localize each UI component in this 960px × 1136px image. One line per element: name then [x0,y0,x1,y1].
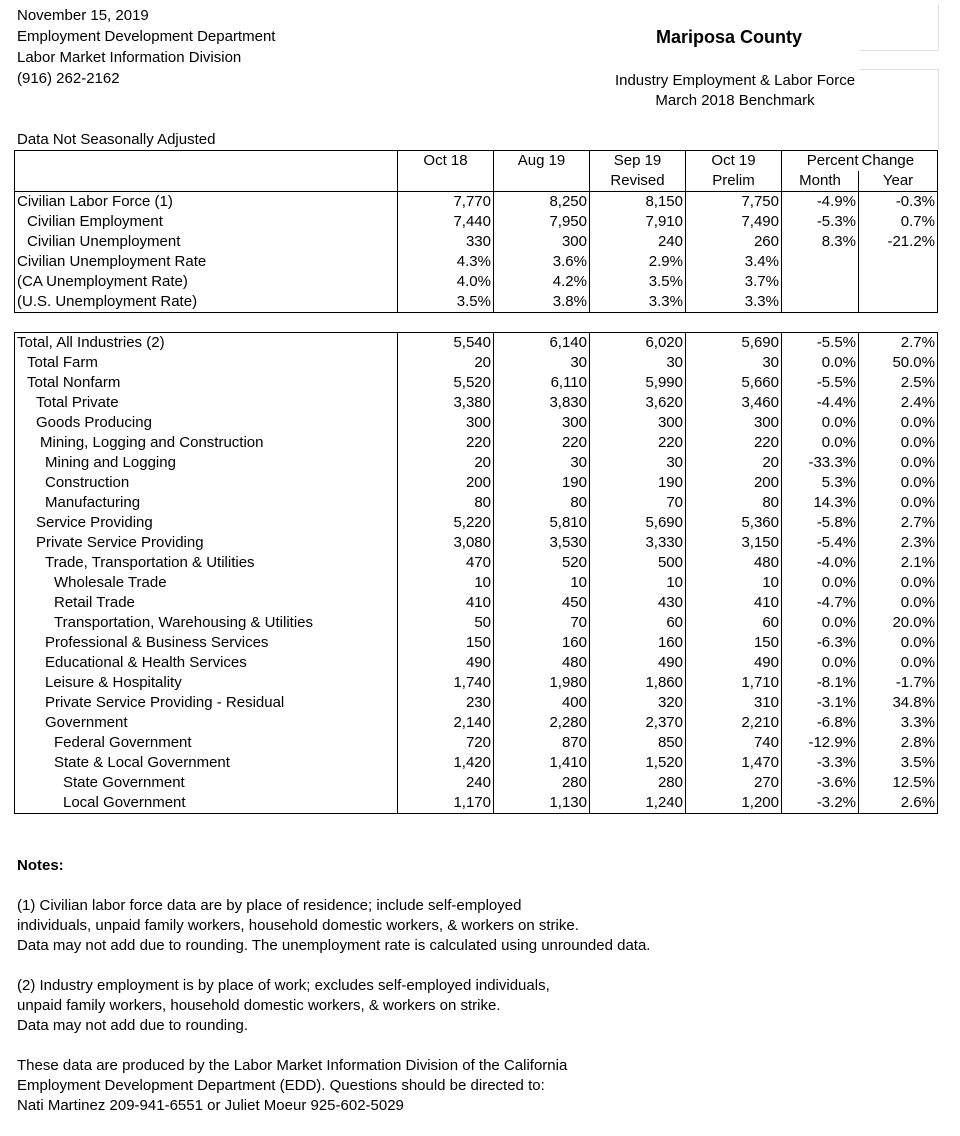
col-year: Year [859,171,938,192]
cell-value: 5,810 [494,513,590,533]
cell-value: 20 [398,353,494,373]
cell-value: -3.3% [782,753,859,773]
report-date: November 15, 2019 [17,7,149,24]
cell-value: 220 [398,433,494,453]
cell-value: 3.3% [686,292,782,313]
cell-value: 2.7% [900,514,935,531]
cell-value: 0.0% [782,433,859,453]
cell-value: 150 [686,633,782,653]
cell-value: 3.3% [900,714,935,731]
cell-value: 5.3% [782,473,859,493]
table-row [15,473,938,493]
cell-value: 5,660 [686,373,782,393]
cell-value: 1,410 [494,753,590,773]
cell-value: 4.0% [398,272,494,292]
cell-value: 1,740 [398,673,494,693]
cell-value: 5,540 [398,333,494,354]
cell-value: 8,250 [494,192,590,213]
cell-value: 3,620 [590,393,686,413]
cell-value: 330 [398,232,494,252]
cell-value: 12.5% [892,774,935,791]
cell-value: 430 [590,593,686,613]
table-row [15,212,938,232]
cell-value: 0.0% [900,634,935,651]
cell-value: 10 [686,573,782,593]
cell-value: 0.0% [782,413,859,433]
cell-value: 6,110 [494,373,590,393]
cell-value: -33.3% [782,453,859,473]
cell-value: 3,080 [398,533,494,553]
table-row [15,693,938,713]
cell-value: 80 [686,493,782,513]
table-row [15,673,938,693]
cell-value: 1,240 [590,793,686,814]
cell-value: 0.0% [900,594,935,611]
cell-value: 450 [494,593,590,613]
row-label: Wholesale Trade [15,573,398,593]
cell-value: 20.0% [892,614,935,631]
cell-value: 2.8% [900,734,935,751]
cell-value: 3.6% [494,252,590,272]
row-label: Mining and Logging [15,453,398,473]
table-row [15,553,938,573]
cell-value: 2.9% [590,252,686,272]
cell-value: 6,020 [590,333,686,354]
cell-value: 3.5% [590,272,686,292]
row-label: Mining, Logging and Construction [15,433,398,453]
cell-value: 5,690 [686,333,782,354]
cell-value: 300 [494,413,590,433]
table-row [15,613,938,633]
cell-value [782,292,859,313]
cell-value: 30 [494,353,590,373]
cell-value: 1,420 [398,753,494,773]
cell-value: 7,490 [686,212,782,232]
cell-value: 0.0% [782,613,859,633]
cell-value: 150 [398,633,494,653]
cell-value: 10 [590,573,686,593]
table-row [15,713,938,733]
industry-employment-table [14,332,938,814]
table-row [15,793,938,814]
cell-value: 240 [590,232,686,252]
cell-value: 3,380 [398,393,494,413]
cell-value: 6,140 [494,333,590,354]
cell-value: 34.8% [892,694,935,711]
subtitle-line-2: March 2018 Benchmark [655,92,815,109]
cell-value: 14.3% [782,493,859,513]
column-subheader-row [15,171,938,192]
row-label: Professional & Business Services [15,633,398,653]
cell-value: 5,360 [686,513,782,533]
cell-value: 8.3% [782,232,859,252]
cell-value: -12.9% [782,733,859,753]
table-row [15,413,938,433]
cell-value: 490 [590,653,686,673]
note-2: (2) Industry employment is by place of work; excludes self-employed individuals, unpaid family workers, household domestic workers, & workers on strike. Data may not add due to rounding. [17,977,550,1034]
cell-value: 7,910 [590,212,686,232]
cell-value: 1,520 [590,753,686,773]
cell-value: -1.7% [895,674,935,691]
cell-value: 2.6% [900,794,935,811]
cell-value: 2.4% [900,394,935,411]
cell-value: 7,950 [494,212,590,232]
cell-value: -21.2% [887,233,935,250]
col-percent: Percent [806,152,859,169]
row-label: Civilian Employment [15,212,398,232]
cell-value: 200 [398,473,494,493]
cell-value: 1,710 [686,673,782,693]
cell-value: -8.1% [782,673,859,693]
cell-value: 3.5% [398,292,494,313]
cell-value: 400 [494,693,590,713]
cell-value: 80 [494,493,590,513]
department-name: Employment Development Department [17,28,276,45]
cell-value: 2.5% [900,374,935,391]
table-row [15,433,938,453]
table-row [15,753,938,773]
cell-value: 520 [494,553,590,573]
cell-value: 3,150 [686,533,782,553]
row-label: Goods Producing [15,413,398,433]
table-row [15,733,938,753]
col-revised: Revised [590,171,686,192]
cell-value: 1,980 [494,673,590,693]
cell-value [859,292,938,313]
table-row [15,513,938,533]
cell-value: 310 [686,693,782,713]
cell-value: 0.0% [782,653,859,673]
row-label: State Government [15,773,398,793]
row-label: Manufacturing [15,493,398,513]
cell-value: 30 [686,353,782,373]
cell-value: 2,210 [686,713,782,733]
cell-value: 50.0% [892,354,935,371]
cell-value: 1,860 [590,673,686,693]
cell-value: -6.8% [782,713,859,733]
cell-value: 3,530 [494,533,590,553]
cell-value: -6.3% [782,633,859,653]
cell-value: 220 [686,433,782,453]
cell-value: 2.3% [900,534,935,551]
row-label: Civilian Unemployment Rate [15,252,398,272]
cell-value: 3.5% [900,754,935,771]
note-3: These data are produced by the Labor Market Information Division of the California Employment Development Department (EDD). Questions should be directed to: Nati Martinez 209-941-6551 or Juliet Moeur 925-602-5029 [17,1057,568,1114]
table-row [15,453,938,473]
table-row [15,633,938,653]
cell-value: 5,220 [398,513,494,533]
labor-force-table [14,150,938,313]
cell-value: 0.0% [900,414,935,431]
cell-value: 300 [590,413,686,433]
row-label: State & Local Government [15,753,398,773]
cell-value: 0.0% [900,494,935,511]
cell-value: -3.6% [782,773,859,793]
cell-value: 10 [398,573,494,593]
cell-value: 280 [494,773,590,793]
col-change: Change [861,152,915,169]
notes-section [17,856,650,1136]
cell-value: -5.8% [782,513,859,533]
cell-value: 7,440 [398,212,494,232]
cell-value: 30 [590,453,686,473]
cell-value: 470 [398,553,494,573]
row-label: Construction [15,473,398,493]
cell-value: 60 [590,613,686,633]
cell-value: 1,130 [494,793,590,814]
table-row [15,533,938,553]
cell-value: 480 [686,553,782,573]
cell-value: 270 [686,773,782,793]
agency-header [17,5,275,89]
cell-value: 0.0% [782,353,859,373]
cell-value [782,252,859,272]
cell-value: 3.3% [590,292,686,313]
cell-value: 1,170 [398,793,494,814]
row-label: Local Government [15,793,398,814]
cell-value: 60 [686,613,782,633]
cell-value: 300 [686,413,782,433]
cell-value: 2,370 [590,713,686,733]
cell-value [859,272,938,292]
cell-value: 850 [590,733,686,753]
cell-value: 10 [494,573,590,593]
row-label: Educational & Health Services [15,653,398,673]
cell-value: -5.5% [782,373,859,393]
row-label: Total, All Industries (2) [15,333,398,354]
row-label: Government [15,713,398,733]
cell-value: 160 [494,633,590,653]
division-name: Labor Market Information Division [17,49,242,66]
row-label: Leisure & Hospitality [15,673,398,693]
cell-value: 190 [590,473,686,493]
col-prelim: Prelim [686,171,782,192]
cell-value: 5,520 [398,373,494,393]
cell-value: 240 [398,773,494,793]
cell-value: 740 [686,733,782,753]
row-label: Total Private [15,393,398,413]
table-row [15,272,938,292]
cell-value: 260 [686,232,782,252]
row-label: Total Nonfarm [15,373,398,393]
table-row [15,593,938,613]
row-label: Federal Government [15,733,398,753]
cell-value: 2.1% [900,554,935,571]
cell-value: -0.3% [895,193,935,210]
cell-value: 230 [398,693,494,713]
table-row [15,333,938,354]
cell-value: 200 [686,473,782,493]
cell-value: 3.4% [686,252,782,272]
cell-value: 0.0% [900,654,935,671]
row-label: Civilian Unemployment [15,232,398,252]
row-label: Transportation, Warehousing & Utilities [15,613,398,633]
row-label: Private Service Providing [15,533,398,553]
cell-value: 160 [590,633,686,653]
cell-value: -3.1% [782,693,859,713]
cell-value: 8,150 [590,192,686,213]
cell-value: 410 [398,593,494,613]
cell-value: 20 [686,453,782,473]
cell-value: 0.0% [900,574,935,591]
cell-value: 280 [590,773,686,793]
cell-value: -4.9% [782,192,859,213]
cell-value: 480 [494,653,590,673]
cell-value: -5.5% [782,333,859,354]
table-row [15,373,938,393]
cell-value: 30 [494,453,590,473]
cell-value: 0.7% [900,213,935,230]
cell-value: 4.3% [398,252,494,272]
cell-value: 0.0% [900,434,935,451]
table-row [15,493,938,513]
cell-value: 320 [590,693,686,713]
seasonal-note: Data Not Seasonally Adjusted [17,131,216,148]
cell-value: 500 [590,553,686,573]
column-header-row [15,151,938,172]
table-row [15,252,938,272]
table-row [15,573,938,593]
cell-value: 3.7% [686,272,782,292]
cell-value: 0.0% [900,474,935,491]
county-title: Mariposa County [656,27,803,47]
cell-value: 3.8% [494,292,590,313]
report-subtitle [590,71,880,111]
row-label: Civilian Labor Force (1) [15,192,398,213]
cell-value: 7,750 [686,192,782,213]
cell-value: 50 [398,613,494,633]
phone-number: (916) 262-2162 [17,70,120,87]
cell-value: -4.7% [782,593,859,613]
cell-value: 220 [590,433,686,453]
row-label: Total Farm [15,353,398,373]
cell-value: 300 [494,232,590,252]
cell-value: 5,990 [590,373,686,393]
table-row [15,292,938,313]
col-oct19: Oct 19 [686,151,782,172]
table-row [15,773,938,793]
subtitle-line-1: Industry Employment & Labor Force [614,72,856,89]
row-label: Retail Trade [15,593,398,613]
cell-value: 1,200 [686,793,782,814]
table-row [15,653,938,673]
cell-value: -5.4% [782,533,859,553]
cell-value: 410 [686,593,782,613]
cell-value: 4.2% [494,272,590,292]
cell-value: 1,470 [686,753,782,773]
cell-value: 190 [494,473,590,493]
row-label: Service Providing [15,513,398,533]
cell-value: 5,690 [590,513,686,533]
cell-value: 30 [590,353,686,373]
table-row [15,353,938,373]
col-month: Month [782,171,859,192]
row-label: (U.S. Unemployment Rate) [15,292,398,313]
cell-value: 490 [398,653,494,673]
cell-value: 70 [590,493,686,513]
cell-value: 490 [686,653,782,673]
col-oct18: Oct 18 [398,151,494,172]
cell-value: 80 [398,493,494,513]
cell-value: 2.7% [900,334,935,351]
cell-value [782,272,859,292]
cell-value: 870 [494,733,590,753]
cell-value: 720 [398,733,494,753]
cell-value: 0.0% [782,573,859,593]
cell-value: 20 [398,453,494,473]
table-row [15,192,938,213]
cell-value: 3,830 [494,393,590,413]
note-1: (1) Civilian labor force data are by place of residence; include self-employed individuals, unpaid family workers, household domestic workers, & workers on strike. Data may not add due to rounding. The unemployment rate is calculated using unrounded data. [17,897,651,954]
cell-value [859,252,938,272]
cell-value: 7,770 [398,192,494,213]
col-aug19: Aug 19 [494,151,590,172]
cell-value: -4.0% [782,553,859,573]
row-label: Trade, Transportation & Utilities [15,553,398,573]
cell-value: 3,330 [590,533,686,553]
cell-value: -3.2% [782,793,859,814]
row-label: Private Service Providing - Residual [15,693,398,713]
table-row [15,232,938,252]
cell-value: 2,280 [494,713,590,733]
cell-value: 70 [494,613,590,633]
cell-value: -5.3% [782,212,859,232]
cell-value: 300 [398,413,494,433]
cell-value: 220 [494,433,590,453]
row-label: (CA Unemployment Rate) [15,272,398,292]
cell-value: 0.0% [900,454,935,471]
table-row [15,393,938,413]
col-sep19: Sep 19 [590,151,686,172]
cell-value: 3,460 [686,393,782,413]
cell-value: -4.4% [782,393,859,413]
cell-value: 2,140 [398,713,494,733]
notes-heading: Notes: [17,857,64,874]
